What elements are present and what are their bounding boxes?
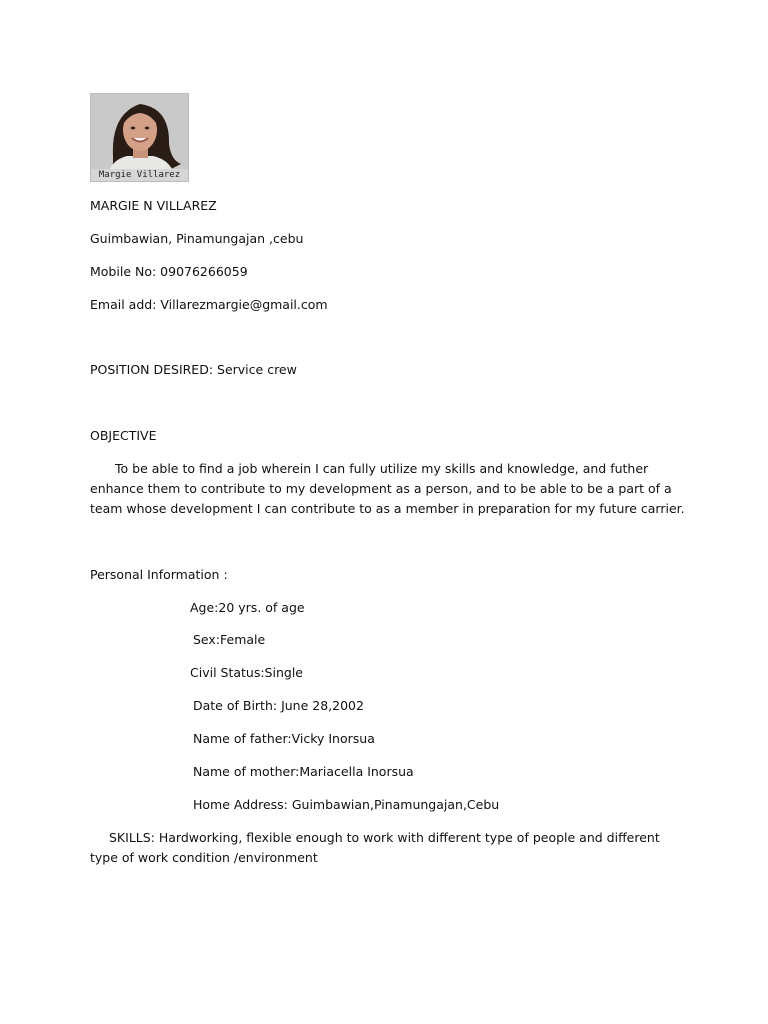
personal-date-of-birth: Date of Birth: June 28,2002 xyxy=(193,698,364,713)
personal-father-name: Name of father:Vicky Inorsua xyxy=(193,731,375,746)
profile-photo xyxy=(90,93,189,182)
objective-heading: OBJECTIVE xyxy=(90,428,157,443)
email-address: Email add: Villarezmargie@gmail.com xyxy=(90,297,328,312)
position-desired: POSITION DESIRED: Service crew xyxy=(90,362,297,377)
personal-sex: Sex:Female xyxy=(193,632,266,647)
personal-mother-name: Name of mother:Mariacella Inorsua xyxy=(193,764,414,779)
photo-caption: Margie Villarez xyxy=(91,169,188,181)
skills-section: SKILLS: Hardworking, flexible enough to work with different type of people and different type of work condition /environment xyxy=(90,830,660,865)
personal-age: Age:20 yrs. of age xyxy=(190,600,305,615)
applicant-name: MARGIE N VILLAREZ xyxy=(90,198,217,213)
objective-body: To be able to find a job wherein I can fully utilize my skills and knowledge, and futher enhance them to contribute to my development as a person, and to be able to be a part of a team whose development I can contribute to as a member in preparation for my future carrier. xyxy=(90,461,685,516)
personal-home-address: Home Address: Guimbawian,Pinamungajan,Cebu xyxy=(193,797,500,812)
personal-info-heading: Personal Information : xyxy=(90,567,228,582)
personal-civil-status: Civil Status:Single xyxy=(190,665,303,680)
applicant-address: Guimbawian, Pinamungajan ,cebu xyxy=(90,231,304,246)
mobile-number: Mobile No: 09076266059 xyxy=(90,264,248,279)
